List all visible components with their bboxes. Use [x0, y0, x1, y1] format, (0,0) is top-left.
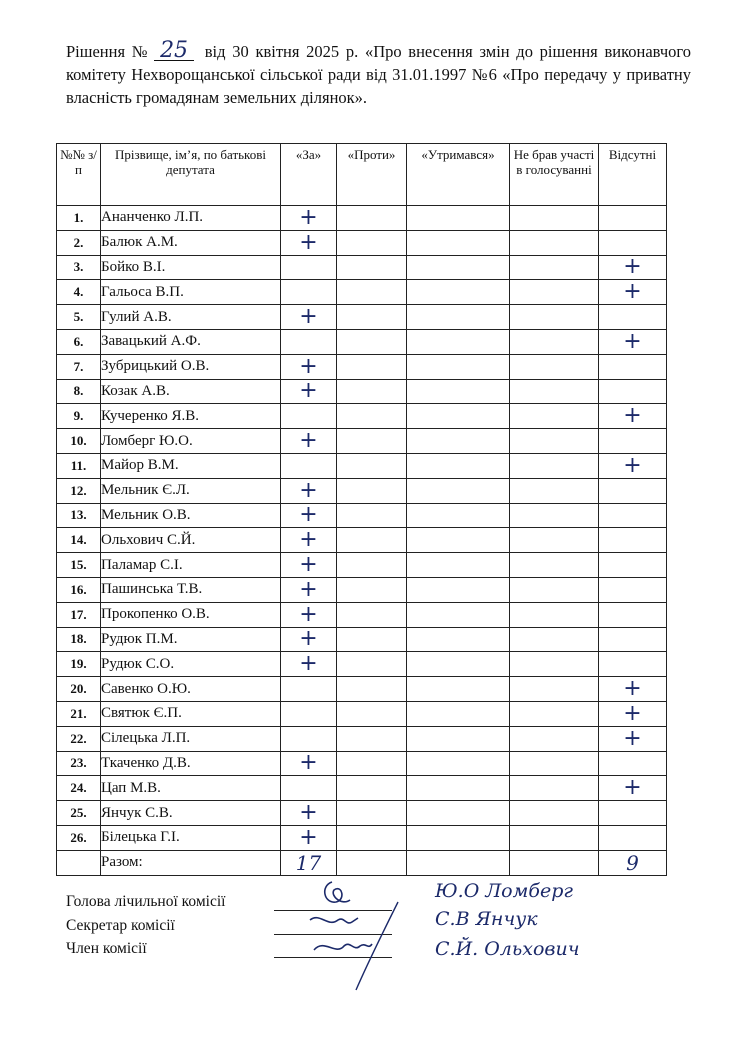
vote-cell-for [281, 776, 337, 801]
total-for: 17 [281, 850, 337, 875]
row-number: 13. [57, 503, 101, 528]
row-number: 14. [57, 528, 101, 553]
row-number: 25. [57, 801, 101, 826]
row-number: 4. [57, 280, 101, 305]
vote-cell-abstained [407, 503, 510, 528]
vote-cell-absent [599, 528, 667, 553]
deputy-name: Паламар С.І. [101, 553, 281, 578]
vote-cell-abstained [407, 230, 510, 255]
vote-mark-for: + [281, 503, 337, 528]
vote-cell-against [337, 825, 407, 850]
vote-cell-not-voted [510, 206, 599, 231]
vote-cell-not-voted [510, 553, 599, 578]
table-header-row [57, 144, 667, 206]
vote-cell-against [337, 255, 407, 280]
vote-cell-for [281, 453, 337, 478]
deputy-name: Святюк Є.П. [101, 701, 281, 726]
vote-cell-abstained [407, 453, 510, 478]
vote-cell-not-voted [510, 329, 599, 354]
vote-cell-not-voted [510, 677, 599, 702]
vote-cell-not-voted [510, 230, 599, 255]
vote-cell-against [337, 329, 407, 354]
vote-cell-for [281, 255, 337, 280]
vote-cell-against [337, 503, 407, 528]
table-row [57, 429, 667, 454]
vote-cell-not-voted [510, 305, 599, 330]
vote-cell-not-voted [510, 503, 599, 528]
vote-cell-absent [599, 825, 667, 850]
row-number: 9. [57, 404, 101, 429]
deputy-name: Мельник О.В. [101, 503, 281, 528]
vote-mark-absent: + [599, 280, 667, 305]
vote-cell-abstained [407, 305, 510, 330]
vote-mark-for: + [281, 305, 337, 330]
decision-header [66, 40, 691, 109]
row-number: 1. [57, 206, 101, 231]
vote-cell-abstained [407, 825, 510, 850]
deputy-name: Кучеренко Я.В. [101, 404, 281, 429]
total-abstained [407, 850, 510, 875]
deputy-name: Балюк А.М. [101, 230, 281, 255]
vote-cell-for [281, 726, 337, 751]
row-number: 6. [57, 329, 101, 354]
table-row [57, 206, 667, 231]
vote-cell-against [337, 602, 407, 627]
deputy-name: Білецька Г.І. [101, 825, 281, 850]
deputy-name: Прокопенко О.В. [101, 602, 281, 627]
vote-cell-abstained [407, 553, 510, 578]
decision-number: 25 [154, 42, 194, 61]
deputy-name: Гальоса В.П. [101, 280, 281, 305]
vote-cell-abstained [407, 255, 510, 280]
row-number: 23. [57, 751, 101, 776]
vote-cell-absent [599, 429, 667, 454]
vote-cell-abstained [407, 429, 510, 454]
vote-cell-abstained [407, 701, 510, 726]
vote-cell-absent [599, 305, 667, 330]
vote-cell-abstained [407, 627, 510, 652]
table-row [57, 503, 667, 528]
vote-mark-for: + [281, 553, 337, 578]
vote-cell-abstained [407, 652, 510, 677]
vote-mark-for: + [281, 825, 337, 850]
row-number: 3. [57, 255, 101, 280]
chair-label: Голова лічильної комісії [66, 893, 226, 910]
vote-cell-against [337, 528, 407, 553]
table-row [57, 677, 667, 702]
vote-cell-abstained [407, 776, 510, 801]
vote-mark-absent: + [599, 677, 667, 702]
deputy-name: Савенко О.Ю. [101, 677, 281, 702]
table-row [57, 329, 667, 354]
vote-cell-not-voted [510, 404, 599, 429]
vote-cell-against [337, 801, 407, 826]
voting-table [56, 143, 667, 876]
table-row [57, 354, 667, 379]
vote-mark-for: + [281, 801, 337, 826]
deputy-name: Бойко В.І. [101, 255, 281, 280]
vote-cell-not-voted [510, 602, 599, 627]
table-row [57, 305, 667, 330]
vote-cell-for [281, 329, 337, 354]
vote-cell-abstained [407, 677, 510, 702]
vote-mark-for: + [281, 652, 337, 677]
vote-cell-not-voted [510, 825, 599, 850]
vote-mark-for: + [281, 379, 337, 404]
vote-cell-against [337, 726, 407, 751]
vote-cell-abstained [407, 577, 510, 602]
deputy-name: Козак А.В. [101, 379, 281, 404]
vote-cell-not-voted [510, 652, 599, 677]
table-row [57, 577, 667, 602]
vote-cell-abstained [407, 329, 510, 354]
deputy-name: Ткаченко Д.В. [101, 751, 281, 776]
table-row [57, 553, 667, 578]
vote-cell-against [337, 206, 407, 231]
vote-cell-against [337, 478, 407, 503]
vote-cell-abstained [407, 528, 510, 553]
vote-cell-not-voted [510, 379, 599, 404]
col-not-voted: Не брав участі в голосуванні [510, 144, 599, 206]
col-name: Прізвище, ім’я, по батькові депутата [101, 144, 281, 206]
table-row [57, 379, 667, 404]
vote-cell-against [337, 627, 407, 652]
vote-cell-abstained [407, 478, 510, 503]
vote-cell-against [337, 701, 407, 726]
handwritten-signatures [280, 872, 410, 992]
vote-mark-for: + [281, 751, 337, 776]
row-number: 17. [57, 602, 101, 627]
vote-cell-for [281, 280, 337, 305]
vote-cell-for [281, 701, 337, 726]
deputy-name: Цап М.В. [101, 776, 281, 801]
row-number: 24. [57, 776, 101, 801]
total-empty-num [57, 850, 101, 875]
vote-cell-abstained [407, 602, 510, 627]
table-row [57, 602, 667, 627]
vote-cell-not-voted [510, 776, 599, 801]
table-row [57, 478, 667, 503]
table-row [57, 230, 667, 255]
vote-cell-against [337, 776, 407, 801]
row-number: 11. [57, 453, 101, 478]
vote-cell-not-voted [510, 280, 599, 305]
vote-cell-absent [599, 627, 667, 652]
vote-cell-not-voted [510, 429, 599, 454]
vote-mark-for: + [281, 627, 337, 652]
secretary-label: Секретар комісії [66, 917, 175, 934]
vote-cell-not-voted [510, 751, 599, 776]
vote-cell-absent [599, 801, 667, 826]
vote-cell-abstained [407, 404, 510, 429]
vote-mark-absent: + [599, 404, 667, 429]
table-row [57, 404, 667, 429]
col-for: «За» [281, 144, 337, 206]
vote-cell-absent [599, 354, 667, 379]
vote-cell-absent [599, 503, 667, 528]
vote-cell-against [337, 453, 407, 478]
vote-cell-absent [599, 379, 667, 404]
total-label: Разом: [101, 850, 281, 875]
vote-cell-not-voted [510, 627, 599, 652]
vote-cell-against [337, 305, 407, 330]
vote-cell-abstained [407, 354, 510, 379]
row-number: 26. [57, 825, 101, 850]
vote-mark-absent: + [599, 701, 667, 726]
row-number: 16. [57, 577, 101, 602]
vote-cell-for [281, 677, 337, 702]
table-row [57, 776, 667, 801]
vote-mark-for: + [281, 478, 337, 503]
vote-cell-not-voted [510, 255, 599, 280]
vote-cell-abstained [407, 726, 510, 751]
deputy-name: Ананченко Л.П. [101, 206, 281, 231]
vote-mark-absent: + [599, 255, 667, 280]
vote-cell-against [337, 751, 407, 776]
table-row [57, 801, 667, 826]
deputy-name: Ломберг Ю.О. [101, 429, 281, 454]
vote-cell-against [337, 280, 407, 305]
table-row [57, 255, 667, 280]
vote-mark-for: + [281, 602, 337, 627]
row-number: 7. [57, 354, 101, 379]
vote-mark-absent: + [599, 726, 667, 751]
row-number: 5. [57, 305, 101, 330]
deputy-name: Янчук С.В. [101, 801, 281, 826]
vote-cell-absent [599, 230, 667, 255]
vote-mark-for: + [281, 230, 337, 255]
vote-cell-against [337, 577, 407, 602]
row-number: 12. [57, 478, 101, 503]
vote-cell-absent [599, 206, 667, 231]
table-row [57, 528, 667, 553]
vote-cell-abstained [407, 280, 510, 305]
row-number: 20. [57, 677, 101, 702]
vote-mark-for: + [281, 354, 337, 379]
vote-mark-absent: + [599, 329, 667, 354]
deputy-name: Мельник Є.Л. [101, 478, 281, 503]
vote-cell-against [337, 379, 407, 404]
table-row [57, 627, 667, 652]
table-row [57, 280, 667, 305]
vote-cell-for [281, 404, 337, 429]
total-not-voted [510, 850, 599, 875]
vote-cell-against [337, 404, 407, 429]
deputy-name: Майор В.М. [101, 453, 281, 478]
row-number: 15. [57, 553, 101, 578]
vote-cell-against [337, 429, 407, 454]
member-label: Член комісії [66, 940, 147, 957]
deputy-name: Зубрицький О.В. [101, 354, 281, 379]
deputy-name: Ольхович С.Й. [101, 528, 281, 553]
table-row [57, 701, 667, 726]
vote-cell-against [337, 553, 407, 578]
deputy-name: Завацький А.Ф. [101, 329, 281, 354]
vote-rows [57, 206, 667, 851]
member-handwritten-name: С.Й. Ольхович [435, 938, 580, 960]
row-number: 18. [57, 627, 101, 652]
vote-cell-against [337, 677, 407, 702]
vote-cell-against [337, 230, 407, 255]
vote-cell-absent [599, 553, 667, 578]
vote-cell-absent [599, 478, 667, 503]
deputy-name: Рудюк П.М. [101, 627, 281, 652]
vote-cell-absent [599, 751, 667, 776]
col-absent: Відсутні [599, 144, 667, 206]
col-abstained: «Утримався» [407, 144, 510, 206]
table-row [57, 726, 667, 751]
row-number: 2. [57, 230, 101, 255]
vote-mark-absent: + [599, 453, 667, 478]
row-number: 8. [57, 379, 101, 404]
vote-cell-not-voted [510, 577, 599, 602]
table-row [57, 825, 667, 850]
vote-cell-against [337, 354, 407, 379]
deputy-name: Сілецька Л.П. [101, 726, 281, 751]
secretary-handwritten-name: С.В Янчук [435, 908, 538, 930]
header-text: від 30 квітня 2025 р. «Про внесення змін до рішення виконавчого комітету Нехворощанської сільської ради від 31.01.1997 №6 «Про передачу у приватну власність громадянам земельних ділянок». [66, 42, 691, 107]
vote-cell-absent [599, 602, 667, 627]
vote-cell-not-voted [510, 801, 599, 826]
vote-mark-for: + [281, 206, 337, 231]
vote-cell-not-voted [510, 528, 599, 553]
vote-cell-not-voted [510, 453, 599, 478]
row-number: 19. [57, 652, 101, 677]
table-row [57, 652, 667, 677]
vote-cell-against [337, 652, 407, 677]
vote-cell-absent [599, 577, 667, 602]
vote-cell-abstained [407, 206, 510, 231]
deputy-name: Рудюк С.О. [101, 652, 281, 677]
vote-cell-absent [599, 652, 667, 677]
vote-cell-not-voted [510, 726, 599, 751]
header-prefix: Рішення № [66, 42, 151, 61]
deputy-name: Гулий А.В. [101, 305, 281, 330]
chair-handwritten-name: Ю.О Ломберг [435, 880, 573, 902]
vote-mark-for: + [281, 577, 337, 602]
vote-cell-not-voted [510, 701, 599, 726]
row-number: 22. [57, 726, 101, 751]
col-against: «Проти» [337, 144, 407, 206]
vote-cell-abstained [407, 801, 510, 826]
row-number: 21. [57, 701, 101, 726]
vote-mark-for: + [281, 528, 337, 553]
vote-cell-not-voted [510, 478, 599, 503]
col-number: №№ з/п [57, 144, 101, 206]
total-absent: 9 [599, 850, 667, 875]
table-row [57, 453, 667, 478]
deputy-name: Пашинська Т.В. [101, 577, 281, 602]
vote-cell-abstained [407, 379, 510, 404]
row-number: 10. [57, 429, 101, 454]
vote-mark-absent: + [599, 776, 667, 801]
vote-mark-for: + [281, 429, 337, 454]
vote-cell-not-voted [510, 354, 599, 379]
table-row [57, 751, 667, 776]
vote-cell-abstained [407, 751, 510, 776]
